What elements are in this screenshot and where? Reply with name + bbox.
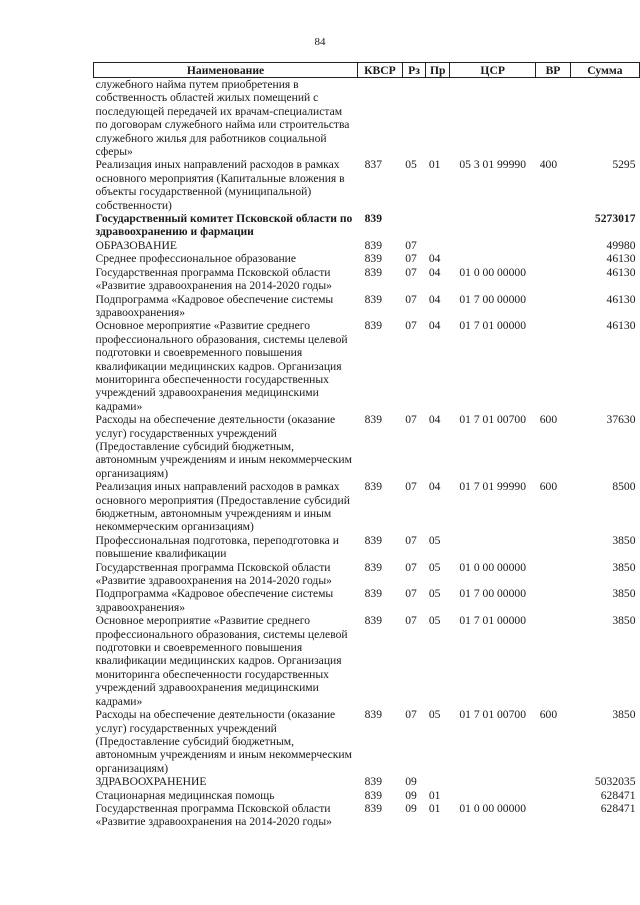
table-row [94,614,640,708]
cell-csr: 01 7 01 00700 [459,413,526,427]
cell-sum: 5032035 [594,775,636,789]
cell-pr: 04 [428,413,441,427]
table-row [94,587,640,614]
cell-sum: 46130 [606,265,636,279]
cell-pr: 04 [428,265,441,279]
cell-sum: 5273017 [594,212,636,226]
cell-rz: 07 [405,265,417,279]
cell-csr [450,789,536,802]
cell-name: Стационарная медицинская помощь [95,788,275,802]
cell-pr: 04 [428,480,441,494]
cell-pr [426,775,450,788]
cell-csr: 01 7 01 00000 [459,614,526,628]
header-rz: Рз [402,63,426,78]
cell-csr: 01 7 00 00000 [459,587,526,601]
cell-vr: 600 [539,413,558,427]
cell-kvsr: 839 [364,480,382,494]
table-row [94,534,640,561]
cell-kvsr: 839 [364,801,382,815]
cell-kvsr: 837 [364,158,382,172]
table-row [94,413,640,480]
cell-rz: 07 [405,560,417,574]
cell-pr [426,239,450,252]
table-row [94,775,640,788]
table-row [94,561,640,588]
cell-name: Расходы на обеспечение деятельности (оказание услуг) государственных учреждений (Предоставление субсидий бюджетным, автономным учреждениям и иным некоммерческим организациям) [95,708,352,775]
header-name: Наименование [94,63,358,78]
cell-csr: 01 7 01 99990 [459,480,526,494]
cell-rz: 07 [405,708,417,722]
cell-pr: 05 [428,533,441,547]
header-pr: Пр [426,63,450,78]
cell-sum: 37630 [606,413,636,427]
cell-vr [536,252,571,265]
cell-rz: 07 [405,252,417,266]
budget-table [93,62,640,829]
cell-sum: 3850 [612,533,636,547]
cell-vr [536,293,571,320]
cell-kvsr: 839 [364,319,382,333]
table-row [94,266,640,293]
cell-vr [536,802,571,829]
cell-csr [450,775,536,788]
cell-sum [570,78,639,159]
cell-pr: 05 [428,614,441,628]
cell-pr: 04 [428,319,441,333]
cell-rz: 07 [405,480,417,494]
cell-rz: 09 [405,775,417,789]
cell-pr: 05 [428,708,441,722]
cell-csr [450,212,536,239]
cell-csr: 01 7 01 00000 [459,319,526,333]
table-row [94,708,640,775]
cell-name: Государственный комитет Псковской области по здравоохранению и фармации [95,212,353,239]
table-row [94,252,640,265]
cell-kvsr: 839 [364,238,382,252]
cell-name: Основное мероприятие «Развитие среднего профессионального образования, системы целевой подготовки и своевременного повышения квалификации медицинских кадров. Организация мониторинга обеспеченности государственных учреждений здравоохранения медицинскими кадрами» [95,614,348,708]
cell-vr [536,319,571,413]
cell-sum: 628471 [600,788,636,802]
cell-vr [536,239,571,252]
cell-rz: 07 [405,319,417,333]
cell-csr: 01 7 00 00000 [459,292,526,306]
cell-rz: 07 [405,587,417,601]
table-row [94,239,640,252]
cell-csr: 01 0 00 00000 [459,265,526,279]
cell-kvsr: 839 [364,788,382,802]
cell-pr [426,212,450,239]
header-vr: ВР [536,63,571,78]
header-sum: Сумма [570,63,639,78]
header-csr: ЦСР [450,63,536,78]
cell-sum: 46130 [606,292,636,306]
cell-rz: 05 [405,158,417,172]
cell-name: служебного найма путем приобретения в собственность областей жилых помещений с последующей передачей их врачам-специалистам по договорам служебного найма или строительства служебного жилья для работников социальной сферы» [95,78,350,159]
cell-name: Основное мероприятие «Развитие среднего профессионального образования, системы целевой подготовки и своевременного повышения квалификации медицинских кадров. Организация мониторинга обеспеченности государственных учреждений здравоохранения медицинскими кадрами» [95,319,348,413]
cell-rz: 07 [405,292,417,306]
cell-rz: 07 [405,614,417,628]
cell-vr [536,775,571,788]
cell-kvsr: 839 [364,614,382,628]
cell-name: Реализация иных направлений расходов в рамках основного мероприятия (Капитальные вложения в объекты государственной (муниципальной) собственности) [95,158,345,212]
page-number: 84 [314,36,326,48]
cell-name: Профессиональная подготовка, переподготовка и повышение квалификации [95,533,339,561]
cell-sum: 46130 [606,252,636,266]
cell-pr: 01 [428,158,441,172]
table-row [94,319,640,413]
header-kvsr: КВСР [358,63,403,78]
cell-sum: 5295 [612,158,636,172]
cell-vr [536,587,571,614]
cell-name: Государственная программа Псковской области «Развитие здравоохранения на 2014-2020 годы» [95,560,332,588]
cell-csr: 01 0 00 00000 [459,560,526,574]
cell-vr: 400 [539,158,558,172]
cell-vr: 600 [539,480,558,494]
cell-kvsr: 839 [364,212,382,226]
cell-rz: 07 [405,413,417,427]
cell-sum: 3850 [612,587,636,601]
cell-pr: 04 [428,292,441,306]
cell-rz: 09 [405,788,417,802]
cell-pr: 05 [428,587,441,601]
table-row [94,480,640,534]
cell-rz: 07 [405,238,417,252]
cell-csr [450,252,536,265]
cell-vr [536,266,571,293]
cell-kvsr: 839 [364,587,382,601]
cell-csr [450,534,536,561]
table-header-row [94,63,640,78]
cell-vr [536,789,571,802]
cell-vr [536,614,571,708]
cell-pr [426,78,450,159]
cell-sum: 3850 [612,708,636,722]
cell-csr: 05 3 01 99990 [459,158,526,172]
cell-pr: 01 [428,788,441,802]
cell-vr [536,212,571,239]
cell-sum: 49980 [606,238,636,252]
cell-name: Подпрограмма «Кадровое обеспечение системы здравоохранения» [95,292,334,319]
cell-rz: 07 [405,533,417,547]
cell-vr [536,534,571,561]
cell-name: Среднее профессиональное образование [95,252,297,266]
cell-sum: 8500 [612,480,636,494]
table-row [94,78,640,159]
table-row [94,293,640,320]
table-row [94,212,640,239]
cell-pr: 05 [428,560,441,574]
cell-name: Реализация иных направлений расходов в рамках основного мероприятия (Предоставление субсидий бюджетным, автономным учреждениям и иным некоммерческим организациям) [95,480,350,534]
cell-kvsr [358,78,403,159]
cell-name: Подпрограмма «Кадровое обеспечение системы здравоохранения» [95,587,334,614]
cell-csr [450,239,536,252]
cell-kvsr: 839 [364,775,382,789]
cell-name: ОБРАЗОВАНИЕ [95,238,177,252]
cell-sum: 46130 [606,319,636,333]
cell-sum: 3850 [612,560,636,574]
cell-rz: 09 [405,801,417,815]
cell-kvsr: 839 [364,708,382,722]
cell-vr [536,78,571,159]
cell-csr [450,78,536,159]
cell-name: Государственная программа Псковской области «Развитие здравоохранения на 2014-2020 годы» [95,801,332,829]
cell-vr: 600 [539,708,558,722]
cell-kvsr: 839 [364,252,382,266]
table-row [94,802,640,829]
cell-kvsr: 839 [364,413,382,427]
cell-sum: 628471 [600,801,636,815]
cell-kvsr: 839 [364,292,382,306]
cell-name: Расходы на обеспечение деятельности (оказание услуг) государственных учреждений (Предоставление субсидий бюджетным, автономным учреждениям и иным некоммерческим организациям) [95,413,352,480]
cell-csr: 01 7 01 00700 [459,708,526,722]
cell-kvsr: 839 [364,533,382,547]
cell-csr: 01 0 00 00000 [459,801,526,815]
cell-vr [536,561,571,588]
cell-pr: 04 [428,252,441,266]
cell-rz [402,212,426,239]
cell-name: Государственная программа Псковской области «Развитие здравоохранения на 2014-2020 годы» [95,265,332,293]
cell-name: ЗДРАВООХРАНЕНИЕ [95,775,207,789]
cell-pr: 01 [428,801,441,815]
cell-kvsr: 839 [364,560,382,574]
cell-rz [402,78,426,159]
table-row [94,158,640,212]
table-body [94,78,640,829]
cell-sum: 3850 [612,614,636,628]
cell-kvsr: 839 [364,265,382,279]
table-row [94,789,640,802]
